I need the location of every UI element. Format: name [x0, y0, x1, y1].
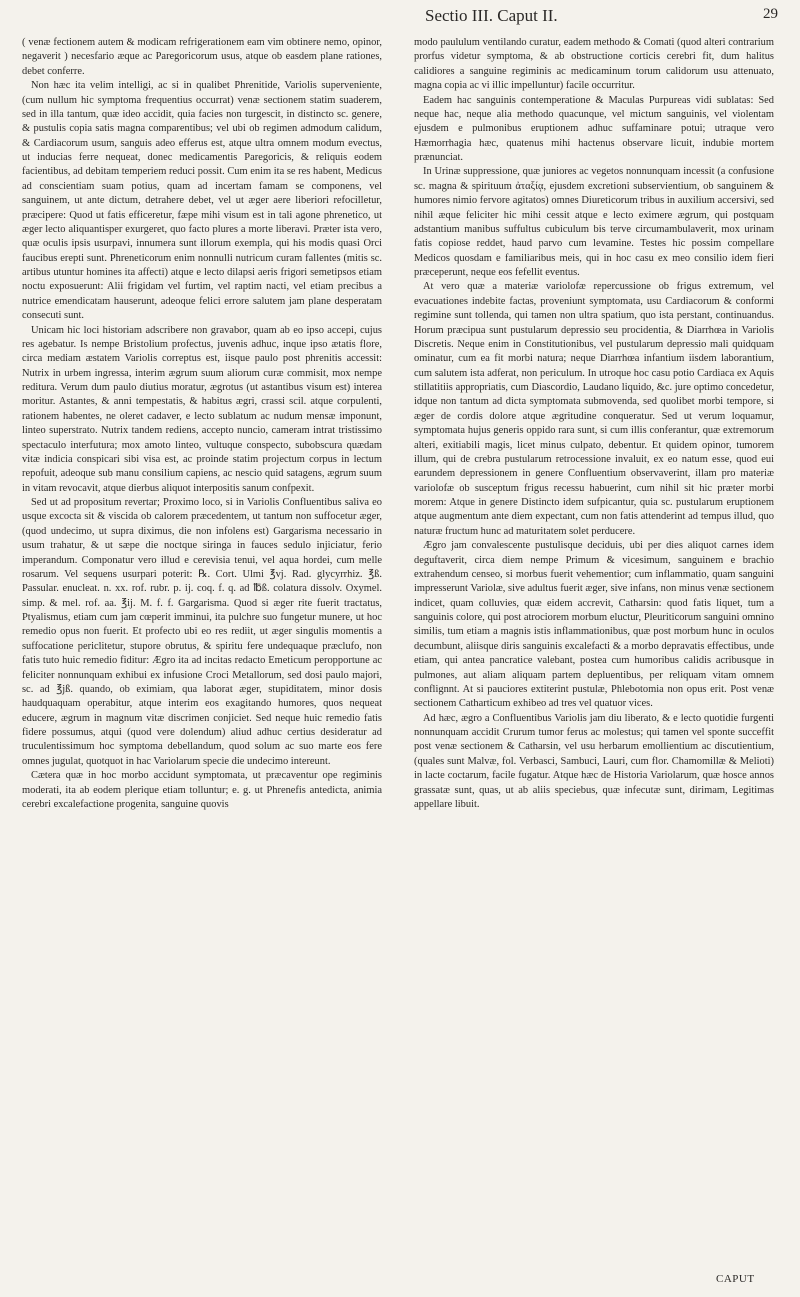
paragraph: Ægro jam convalescente pustulisque deciduis, ubi per dies aliquot carnes idem deguftaverit, circa diem nempe Primum & vicesimum, sanguinem e brachio extrahendum censeo, si morbus fuerit vehementior; cum inflammatio, quam sanguini impresserunt Variolæ, sive adultus fuerit æger, sive infans, non minus venæ sectionem indicet, quam colluvies, quæ eidem accrevit, Catharsin: quod fatis liquet, tum a sanguinis colore, qui post atrociorem morbum eluctur, Pleuriticorum sanguini omnino similis, tum etiam a magnis istis inflammationibus, quæ post morbum hunc in oculos decumbunt, aliisque diris sanguinis excalefacti & a morbo depravatis effectibus, unde etiam, qui antea pancratice valebant, postea cum humoribus calidis acribusque in pulmones, aut aliam aliquam partem depluentibus, per reliquam vitam omnem conflignnt. At si pauciores extiterint pustulæ, Phlebotomia non opus erit. Post venæ sectionem Catharticum exhibeo ad tres vel quatuor vices. [414, 540, 775, 710]
paragraph: In Urinæ suppressione, quæ juniores ac vegetos nonnunquam incessit (a confusione sc. magna & spirituum ἀταξίᾳ, ejusdem excretioni subservientium, ob sanguinem & humores nimio fervore agitatos) omnes Diureticorum tribus in auxilium accersivi, sed nihil æque feliciter hic mihi cessit atque e lecto eximere ægrum, qui postquam adstantium manibus suffultus cubiculum bis terve circumambulaverit, mox urinam fatis copiose reddet, haud parvo cum levamine. Testes hic possim compellare Medicos quosdam e familiaribus meis, qui in hoc casu ex meo consilio idem fieri præceperunt, neque eos fefellit eventus. [414, 166, 774, 278]
catchword: CAPUT [716, 1273, 755, 1285]
paragraph: modo paululum ventilando curatur, eadem methodo & Comati (quod alteri contrarium prorfus videtur symptoma, & ab obstructione corticis cerebri fit, dum halitus calidiores a sanguine regiminis ac medicaminum torum calidorum usu attenuato, magna copia ac vi illic impelluntur) facile occurritur. [414, 37, 774, 92]
paragraph: Cætera quæ in hoc morbo accidunt symptomata, ut præcaventur ope regiminis moderati, ita ab eodem plerique etiam tolluntur; e. g. ut Phrenefis antedicta, animia cerebri excalefactione progenita, sanguine quovis [22, 770, 382, 810]
paragraph: Eadem hac sanguinis contemperatione & Maculas Purpureas vidi sublatas: Sed neque hac, neque alia methodo quacunque, vel mictum sanguinis, vel violentam ejusdem e pulmonibus eruptionem adhuc suffaminare potui; utraque vero Hæmorrhagia hæc, quatenus mihi hactenus observare licuit, indubie mortem prænunciat. [414, 94, 774, 163]
paragraph: Non hæc ita velim intelligi, ac si in qualibet Phrenitide, Variolis supervenientе, (cum nullum hic symptoma frequentius occurrat) venæ sectionem statim suaderem, sed in illa tantum, quæ ideo accidit, quia facies non turgescit, in distincto sc. genere, & pustulis copia satis magna comparentibus; vel ubi ob regimen admodum calidum, & Cardiacorum usum, sanguis adeo efferus est, atque ultra omnem modum evectus, ut inducias ferre nequeat, donec medicamentis Paregoricis, & reliquis eodem facientibus, ad debitam temperiem reduci possit. Cum enim ita se res habent, Medicus ad conscientiam suam potius, quam ad incertam famam se componens, vel sanguinem, ut ante dictum, detrahere debet, vel ut æger aere liberiori refocilletur, præcipere: Quod ut fatis efficeretur, fæpe mihi visum est in tali agone phrenetico, ut æger lecto aliquantisper exurgeret, quo facto plures a morte liberavi. Præter ista vero, quæ oculis ipsis usurpavi, innumera sunt illorum exempla, qui his modis quasi Orci faucibus erepti sunt. Phreneticorum enim nonnulli nutricum curam fallentes (mitis sc. artibus utuntur homines ita affecti) atque e lecto dilapsi aeris frigori semetipsos etiam noctu exposuerunt: Alii frigidam vel furtim, vel raptim nacti, vel etiam precibus a nutrice emendicatam hauserunt, adeoque felici errore salutem jam plane desperatam consecuti sunt. [22, 80, 382, 322]
paragraph: Sed ut ad propositum revertar; Proximo loco, si in Variolis Confluentibus saliva eo usque excocta sit & viscida ob calorem præcedentem, ut tantum non suffocetur æger, (quod undecimo, ut supra diximus, die non infolens est) Gargarisma necessario in usum trahatur, & ut sæpe die noctque siringa in fauces sedulo injiciatur, ferio imperandum. Componatur vero illud e cerevisia tenui, vel aqua hordei, cum melle rosarum. Vel sequens usurpari poterit: ℞. Cort. Ulmi ℥vj. Rad. glycyrrhiz. ℥ß. Passular. enucleat. n. xx. rof. rubr. p. ij. coq. f. q. ad ℔ß. colatura dissolv. Oxymel. simp. & mel. rof. aa. ℥ij. M. f. f. Gargarisma. Quod si æger rite fuerit tractatus, Ptyalismus, etiam cum jam cœperit imminui, ita pulchre suo fungetur munere, ut hoc remedio opus non fuerit. Et profecto ubi eo res rediit, ut æger singulis momentis a suffocatione periclitetur, stupore obrutus, & spiritu fere undequaque præclufo, non fatis tuto huic remedio fiditur: Ægro ita ad incitas redacto Emeticum peropportune ac feliciter nonnunquam exhibui ex infusione Croci Metallorum, sed dosi paulo majori, sc. ad ℥jß. quando, ob eximiam, qua laborat æger, stupiditatem, minor dosis haudquaquam operabitur, atque interim eos exagitando humores, quos nequeat educere, ægrum in magnum vitæ discrimen conjiciet. Sed neque huic remedio fatis fidere possumus, atqui (quod vere dolendum) aliud adhuc certius desideratur ad truculentissimum hoc symptoma debellandum, quod solum ac suo marte eos fere omnes jugulat, quotquot in hac Variolarum specie die undecimo intereunt. [22, 497, 382, 767]
page-number: 29 [763, 6, 778, 22]
paragraph: Ad hæc, ægro a Confluentibus Variolis jam diu liberato, & e lecto quotidie furgenti nonnunquam accidit Crurum tumor ferus ac molestus; qui tamen vel sponte succeffit post venæ sectionem & Catharsin, vel usu herbarum emollientium ac discutientium, (quales sunt Malvæ, fol. Verbasci, Sambuci, Lauri, cum flor. Chamomillæ & Melioti) in lacte coctarum, facile fugatur. Atque hæc de Historia Variolarum, quæ hosce annos grassatæ sunt, quas, ut ab aliis speciebus, quæ infecutæ sunt, dirimam, Legitimas appellare libuit. [414, 712, 774, 810]
running-header [0, 6, 800, 32]
paragraph: Unicam hic loci historiam adscribere non gravabor, quam ab eo ipso accepi, cujus res agebatur. Is nempe Bristolium profectus, juvenis adhuc, inque ipso ætatis flore, circa mediam æstatem Variolis correptus est, iisque paulo post phrenitis accessit: Nutrix in urbem ingressa, interim ægrum suum aliorum curæ commisit, mox nempe reditura. Verum dum paulo diutius moratur, ægrotus (ut astantibus visum est) interea moritur. Astantes, & anni tempestatis, & habitus ægri, crassi scil. atque corpulenti, rationem habentes, ne oleret cadaver, e lecto sublatum ac nudum mensæ imponunt, linteo superstrato. Nutrix tandem rediens, accepto nuncio, cameram intrat tristissimo spectaculo interfutura; mox amoto linteo, vultuque conspecto, subobscura quædam vitæ indicia conspicari sibi visa est, ac proinde statim projectum corpus in lectum repofuit, adeoque sub manu consilium capiens, ac nescio quid satagens, ægrum suum in vitam revocavit, atque dierbus aliquot interpositis sanum confpexit. [22, 324, 382, 494]
right-text-column [414, 36, 774, 812]
paragraph: ( venæ fectionem autem & modicam refrigerationem eam vim obtinere nemo, opinor, negaverit ) necesfario æque ac Paregoricorum usus, atque ob easdem plane rationes, debet conferre. [22, 37, 382, 77]
paragraph: At vero quæ a materiæ variolofæ repercussione ob frigus extremum, vel evacuationes indebite factas, proveniunt symptomata, usu Cardiacorum & conformi regimine sunt tollenda, qui tamen non ultra spatium, quo ista perstant, continuandus. Horum præcipua sunt pustularum depressio seu procidentia, & Diarrhœa in Variolis Discretis. Neque enim in Constitutionibus, vel pustularum depressio mali quidquam ominatur, cum ea fit morbi natura; neque Diarrhœa infantium iisdem laborantium, cum salutem ista adferat, non periculum. In utroque hoc casu potio Cardiaca ex Aquis stillatitiis appropriatis, cum Diascordio, Laudano liquido, &c. jure optimo concedetur, idque non tantum ad dicta symptomata submovenda, sed quolibet morbi tempore, si æger de cordis dolore atque ægritudine conqueratur. Sed ut verum loquamur, symptomata hujus generis oppido rara sunt, si cum illis conferantur, quæ extremorum alteri, exitiabili magis, licet minus culpato, debentur. Et quidem opinor, tumorem illum, qui de crebra pustularum retrocessione invaluit, ex eo natum esse, quod eui earundem depressionem in genere Confluentium observaverint, illam pro materiæ variolofæ ob susceptum frigus recessu habuerint, cum nihil sit hic præter morbi morem: Atque in genere Distincto idem sufpicantur, quia sc. pustularum eruptionem atque augmentum ante diem expectant, cum non fatis attenderint ad tempus illud, quo naturæ fructum hunc ad maturitatem solet perducere. [414, 281, 774, 537]
section-heading: Sectio III. Caput II. [425, 6, 558, 25]
left-text-column [22, 36, 382, 812]
